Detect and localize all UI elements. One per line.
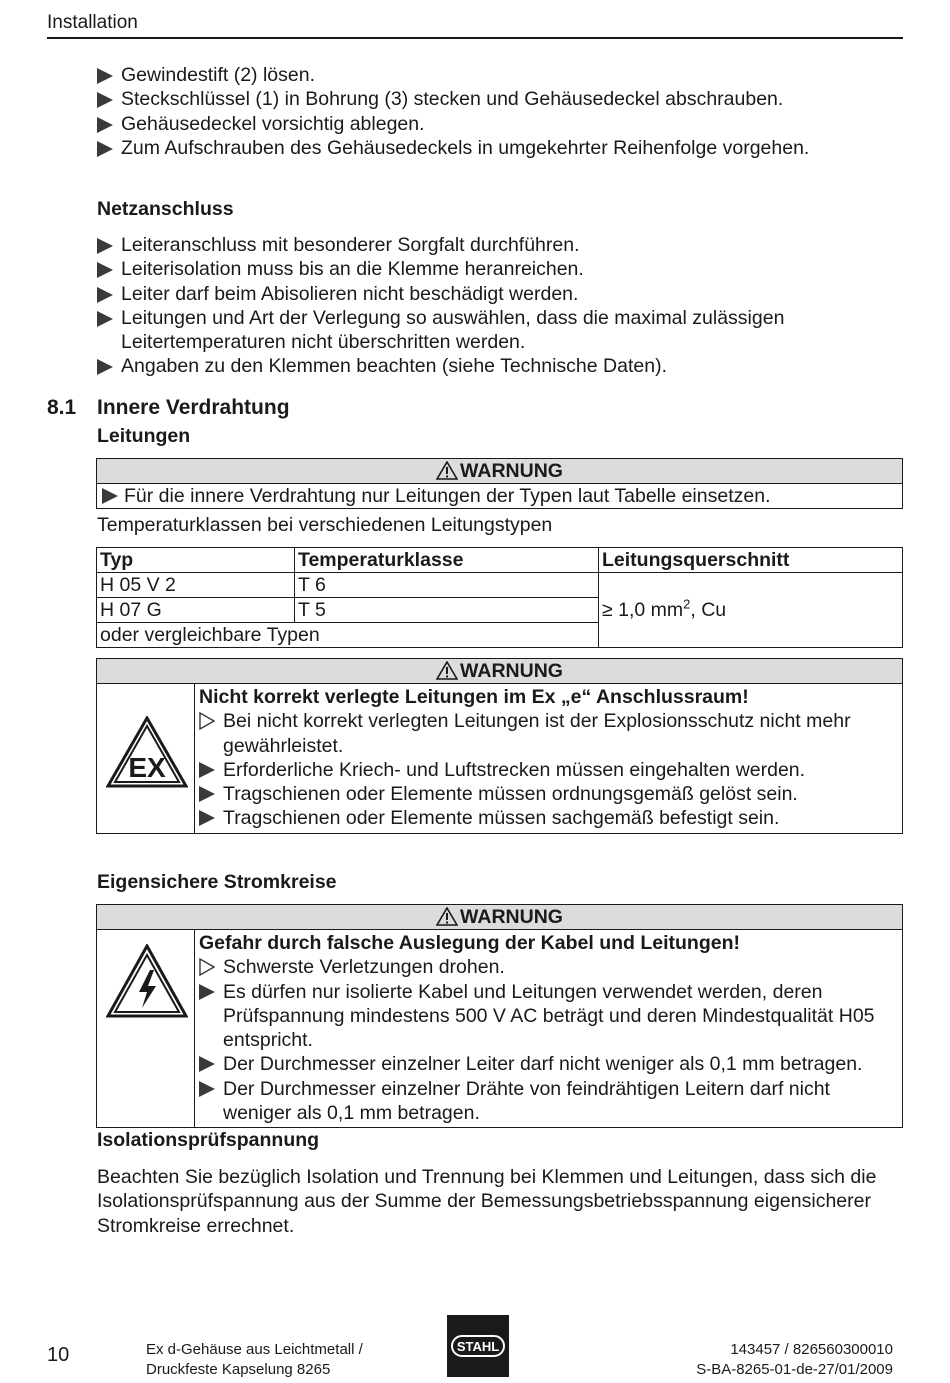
stahl-logo-icon — [447, 1315, 509, 1377]
isolation-paragraph: Beachten Sie bezüglich Isolation und Trennung bei Klemmen und Leitungen, dass sich die Isolationsprüfspannung aus der Summe der Bemessungsbetriebsspannung eigensicherer Stromkreise errechnet. — [97, 1166, 877, 1237]
action-arrow-icon — [97, 238, 113, 254]
column-header: Leitungsquerschnitt — [599, 548, 903, 573]
column-header: Typ — [97, 548, 295, 573]
warning-label: WARNUNG — [460, 460, 563, 482]
warning-triangle-icon — [436, 661, 458, 680]
isolation-heading: Isolationsprüfspannung — [97, 1129, 320, 1151]
warning-action: Tragschienen oder Elemente müssen sachgemäß befestigt sein. — [199, 806, 900, 830]
cable-types-table — [96, 547, 903, 648]
list-item: Gewindestift (2) lösen. — [97, 63, 907, 87]
action-arrow-icon — [102, 488, 118, 504]
consequence-arrow-icon — [199, 712, 215, 730]
warning-triangle-icon — [436, 461, 458, 480]
column-header: Temperaturklasse — [295, 548, 599, 573]
warning-title: Nicht korrekt verlegte Leitungen im Ex „e“ Anschlussraum! — [199, 686, 749, 708]
list-item: Angaben zu den Klemmen beachten (siehe Technische Daten). — [97, 354, 857, 378]
netzanschluss-list — [97, 233, 857, 379]
action-arrow-icon — [199, 810, 215, 826]
list-item: Gehäusedeckel vorsichtig ablegen. — [97, 112, 907, 136]
warning-action: Der Durchmesser einzelner Drähte von feindrähtigen Leitern darf nicht weniger als 0,1 mm betragen. — [199, 1077, 900, 1126]
table-row — [97, 573, 903, 598]
warning-action: Der Durchmesser einzelner Leiter darf nicht weniger als 0,1 mm betragen. — [199, 1052, 900, 1076]
page-header-title: Installation — [47, 12, 138, 33]
action-arrow-icon — [97, 311, 113, 327]
list-item: Leiter darf beim Abisolieren nicht beschädigt werden. — [97, 282, 857, 306]
table-caption: Temperaturklassen bei verschiedenen Leitungstypen — [97, 514, 553, 536]
warning-consequence: Schwerste Verletzungen drohen. — [199, 955, 900, 979]
footer-document-number: 143457 / 826560300010 S-BA-8265-01-de-27/01/2009 — [696, 1341, 893, 1378]
warning-label: WARNUNG — [460, 660, 563, 682]
action-arrow-icon — [97, 117, 113, 133]
eigensichere-heading: Eigensichere Stromkreise — [97, 871, 337, 893]
action-arrow-icon — [97, 359, 113, 375]
section-title: Innere Verdrahtung — [97, 396, 290, 419]
list-item: Leiterisolation muss bis an die Klemme heranreichen. — [97, 257, 857, 281]
action-arrow-icon — [199, 786, 215, 802]
warning-box-1 — [96, 458, 903, 509]
table-cell: T 5 — [295, 598, 599, 623]
action-arrow-icon — [97, 262, 113, 278]
action-arrow-icon — [199, 1056, 215, 1072]
list-item: Steckschlüssel (1) in Bohrung (3) stecken und Gehäusedeckel abschrauben. — [97, 87, 907, 111]
warning-box-2 — [96, 658, 903, 834]
warning-label: WARNUNG — [460, 906, 563, 928]
netzanschluss-heading: Netzanschluss — [97, 198, 234, 220]
stahl-logo — [447, 1315, 509, 1377]
high-voltage-icon — [106, 944, 188, 1018]
warning-action: Es dürfen nur isolierte Kabel und Leitungen verwendet werden, deren Prüfspannung mindestens 500 V AC beträgt und deren Mindestqualität H05 entspricht. — [199, 980, 900, 1053]
table-header-row — [97, 548, 903, 573]
warning-title: Gefahr durch falsche Auslegung der Kabel und Leitungen! — [199, 932, 741, 954]
page-number: 10 — [47, 1344, 70, 1366]
list-item: Zum Aufschrauben des Gehäusedeckels in umgekehrter Reihenfolge vorgehen. — [97, 136, 907, 160]
action-arrow-icon — [199, 762, 215, 778]
table-cell: oder vergleichbare Typen — [97, 623, 599, 648]
table-cell: H 07 G — [97, 598, 295, 623]
action-arrow-icon — [97, 287, 113, 303]
action-arrow-icon — [97, 68, 113, 84]
warning-triangle-icon — [436, 907, 458, 926]
section-number: 8.1 — [47, 396, 77, 419]
ex-warning-icon — [106, 716, 188, 788]
header-rule — [47, 37, 903, 39]
warning-consequence: Bei nicht korrekt verlegten Leitungen ist der Explosionsschutz nicht mehr gewährleistet. — [199, 709, 900, 758]
warning-action: Für die innere Verdrahtung nur Leitungen der Typen laut Tabelle einsetzen. — [97, 484, 902, 508]
action-arrow-icon — [199, 984, 215, 1000]
table-cell: T 6 — [295, 573, 599, 598]
warning-action: Erforderliche Kriech- und Luftstrecken müssen eingehalten werden. — [199, 758, 900, 782]
warning-header — [97, 659, 902, 684]
action-arrow-icon — [199, 1081, 215, 1097]
table-cell: H 05 V 2 — [97, 573, 295, 598]
action-arrow-icon — [97, 92, 113, 108]
cross-section-cell: ≥ 1,0 $mm^2$, Cu — [599, 573, 903, 648]
leitungen-subheading: Leitungen — [97, 425, 191, 447]
footer-product: Ex d-Gehäuse aus Leichtmetall / Druckfeste Kapselung 8265 — [146, 1341, 363, 1378]
warning-header — [97, 459, 902, 484]
warning-action: Tragschienen oder Elemente müssen ordnungsgemäß gelöst sein. — [199, 782, 900, 806]
warning-box-3 — [96, 904, 903, 1128]
action-arrow-icon — [97, 141, 113, 157]
consequence-arrow-icon — [199, 958, 215, 976]
cover-steps-list — [97, 63, 907, 160]
list-item: Leitungen und Art der Verlegung so auswählen, dass die maximal zulässigen Leitertemperaturen nicht überschritten werden. — [97, 306, 857, 355]
svg-text:EX: EX — [128, 752, 166, 783]
warning-header — [97, 905, 902, 930]
svg-text:STAHL: STAHL — [456, 1339, 500, 1354]
list-item: Leiteranschluss mit besonderer Sorgfalt durchführen. — [97, 233, 857, 257]
